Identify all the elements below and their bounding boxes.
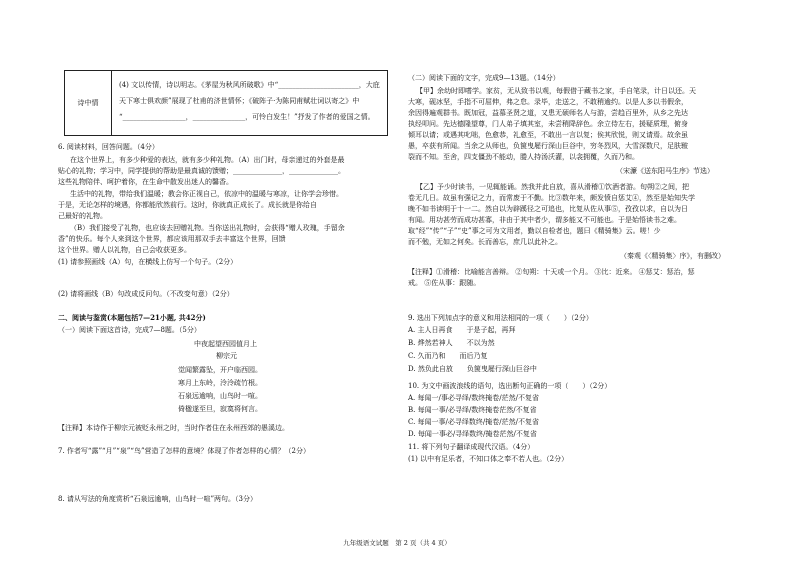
passage-b: 取“经”“传”“子”“史”事之可为文用者，勤以自检者也，题曰《精骑集》云。嗟！少	[408, 227, 661, 235]
passage-a: 倾耳以请；或遇其叱咄，色愈恭，礼愈至，不敢出一言以复；俟其欣悦，则又请焉。故余虽	[408, 131, 688, 139]
poem-line: 石泉远逾响，山鸟时一喧。	[178, 392, 262, 400]
passage-b: 有闻。用功甚劳而成功甚寡，非由于其中者少，谓多能又不可能也。于是始悟读书之难。	[408, 216, 681, 224]
q10: 10. 为文中画波浪线的语句，选出断句正确的一项（ ）（2分）	[408, 382, 612, 390]
q6-sub: (2) 请将画线（B）句改成反问句。（不改变句意）（2分）	[58, 290, 234, 298]
poem-line: 寒月上东岭，泠泠疏竹根。	[178, 379, 262, 387]
q11: 11. 将下列句子翻译成现代汉语。（4分）	[408, 443, 535, 451]
passage-b: 而不勉，无如之何矣。长而善忘，庶几以此补之。	[408, 238, 562, 246]
q6-text: 这个世界。赠人以礼物，自己会收获更多。	[58, 246, 191, 254]
poetry-table	[64, 70, 388, 136]
passage-a: 愚，卒获有所闻。当余之从师也，负箧曳屣行深山巨谷中，穷冬烈风，大雪深数尺，足肤皲	[408, 142, 688, 150]
q6-text: （B）我们接受了礼物，也应该去回赠礼物。当你送出礼物时，会获得“赠人玫瑰，手留余	[70, 224, 345, 232]
q6-text: 香”的快乐。每个人来到这个世界，都应该用那双手去丰富这个世界，回馈	[58, 235, 286, 243]
poet-name: 柳宗元	[216, 352, 237, 360]
q9-option: D. 然负此自放 负箧曳屣行深山巨谷中	[408, 365, 537, 373]
q10-option: C. 每闻一事/必寻绎数终/掩卷/茫然/不复省	[408, 418, 539, 426]
q9: 9. 选出下列加点字的意义和用法相同的一项（ ）（2分）	[408, 314, 593, 322]
table-line: 天下寒士俱欢颜”展现了杜甫的济世情怀；《破阵子·为陈同甫赋壮词以寄之》中	[119, 97, 360, 105]
poem-line: 倚楹遂至旦，寂寞将何言。	[178, 405, 262, 413]
section2-sub: （一）阅读下面这首诗，完成7—8题。（5分）	[58, 326, 201, 334]
section2-title: 二、阅读与鉴赏(本题包括7—21小题, 共42分)	[58, 313, 206, 322]
passage-a: 裂而不知。至舍，四支僵劲不能动，媵人持汤沃灌，以衾拥覆，久而乃和。	[408, 153, 639, 161]
passage-a: 执经叩问。先达德隆望尊，门人弟子填其室，未尝稍降辞色。余立侍左右，援疑质理，俯身	[408, 120, 688, 128]
notes: 【注释】①滑稽：比喻能言善辩。 ②旬朔：十天或一个月。 ③比：近来。 ④惩艾：惩治，惩	[408, 268, 695, 276]
table-line: “__________________，_______________，可怜白发生！”抒发了作者的爱国之情。	[119, 113, 375, 121]
q8: 8. 请从写法的角度赏析“石泉远逾响，山鸟时一喧”两句。（3分）	[58, 495, 258, 503]
table-label: 诗中情	[65, 71, 112, 135]
q11-sub: (1) 以中有足乐者，不知口体之奉不若人也。（2分）	[408, 455, 569, 463]
q10-option: B. 每闻一事/必寻绎/数终掩卷茫然/不复省	[408, 406, 537, 414]
q9-option: B. 烨然若神人 不以为然	[408, 339, 495, 347]
reading-intro: （二）阅读下面的文字，完成9—13题。（14分）	[408, 74, 560, 82]
poem-note: 【注释】本诗作于柳宗元被贬永州之时，当时作者住在永州西郊的愚溪边。	[58, 424, 289, 432]
passage-b: 卷无几日。故虽有强记之力，而常废于不勤。比③数年来，颇发愤自惩艾④，然至是始知失学	[408, 194, 695, 202]
source-b: （秦观《〈精骑集〉序》，有删改）	[620, 252, 725, 260]
poem-line: 觉闻繁露坠，开户临西园。	[178, 366, 262, 374]
q6-text: 于是，无论怎样的境遇，你都能欣然前行。这时，你就真正成长了。成长就是你给自	[58, 201, 317, 209]
source-a: （宋濂《送东阳马生序》节选）	[616, 167, 714, 175]
q7: 7. 作者写“露”“月”“泉”“鸟”营造了怎样的意境？体现了作者怎样的心情？（2分）	[58, 447, 310, 455]
passage-a: 余因得遍观群书。既加冠，益慕圣贤之道，又患无硕师名人与游，尝趋百里外，从乡之先达	[408, 109, 688, 117]
q6-text: 在这个世界上，有多少种爱的表达，就有多少种礼物。（A）出门时，母亲递过的外套是最	[70, 156, 345, 164]
q6-text: 生活中的礼物，带给我们温暖；教会你正视自己，依凉中的温暖与寒凉，让你学会珍惜。	[70, 190, 343, 198]
passage-a: 【甲】余幼时即嗜学。家贫，无从致书以观，每假借于藏书之家，手自笔录，计日以还。天	[416, 87, 696, 95]
passage-b: 晚不如书读明于十一二。然自以为辟蹊径之可追也，比复从佐从事⑤，孜孜以求，自以为日	[408, 205, 688, 213]
q6-text: 己最好的礼物。	[58, 212, 107, 220]
poem-title: 中夜起望西园值月上	[194, 340, 257, 348]
q6-sub: (1) 请参照画线（A）句，在横线上仿写一个句子。（2分）	[58, 258, 238, 266]
q6-text: 贴心的礼物；学习中，同学提供的帮助是最真诚的馈赠；______________，______________。	[58, 167, 345, 175]
passage-b: 【乙】予少时读书，一见辄能诵。然我并此自放，喜从滑稽①饮酒者游。旬朔②之间，把	[416, 183, 689, 191]
notes: 戒。 ⑤佐从事：跟随。	[408, 279, 481, 287]
page-footer: 九年级语文试题 第 2 页（共 4 页）	[343, 539, 451, 547]
q9-option: C. 久而乃和 而后乃复	[408, 352, 488, 360]
passage-a: 大寒，砚冰坚，手指不可屈伸，弗之怠。录毕，走送之，不敢稍逾约。以是人多以书假余，	[408, 98, 688, 106]
q10-option: D. 每闻一事必/寻绎数终/掩卷茫然/不复省	[408, 430, 537, 438]
q10-option: A. 每闻一/事必寻绎/数终掩卷/茫然/不复省	[408, 394, 539, 402]
table-line: (4) 文以传情，诗以明志。《茅屋为秋风所破歌》中“_______________________，大庇	[119, 81, 380, 89]
q9-option: A. 主人日再食 于是子起，再拜	[408, 326, 516, 334]
q6-text: 这些礼物陪伴、呵护着你，在生命中散发出迷人的馨香。	[58, 178, 233, 186]
q6-title: 6. 阅读材料，回答问题。（4分）	[58, 143, 159, 151]
